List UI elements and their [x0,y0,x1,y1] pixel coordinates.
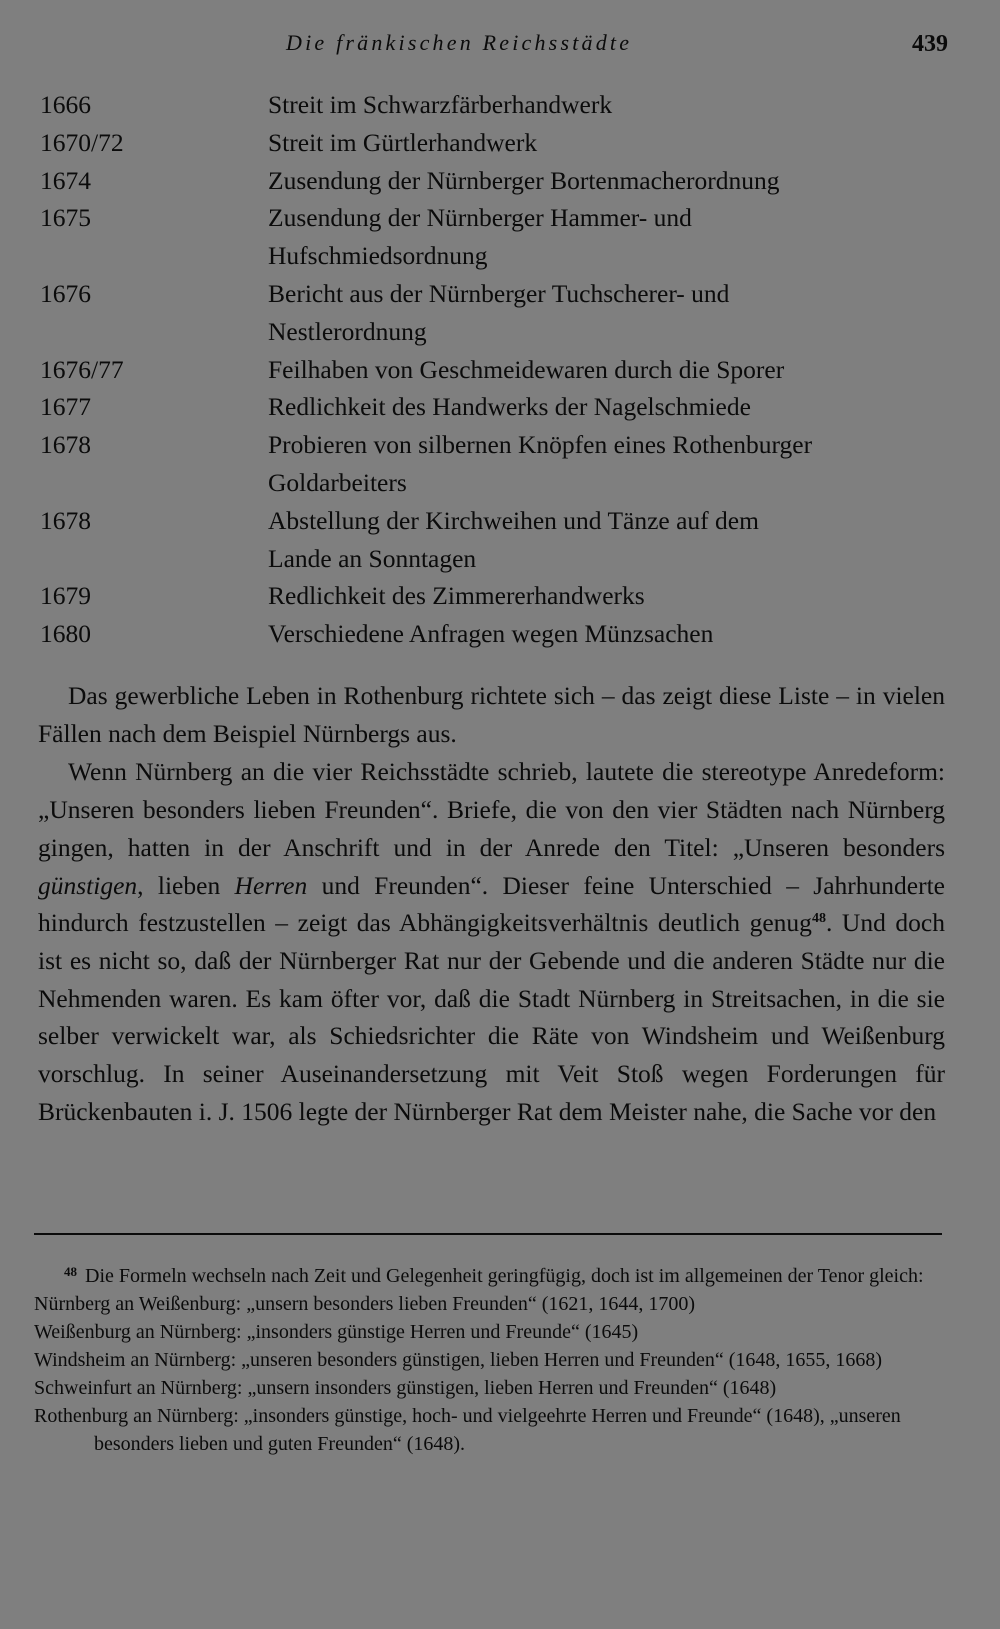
page-header [0,28,1000,64]
entry-year: 1675 [40,203,91,233]
chronology-entry [40,199,950,275]
entry-description: Verschiedene Anfragen wegen Münzsachen [268,619,714,649]
entry-description: Feilhaben von Geschmeidewaren durch die Sporer [268,354,785,384]
entry-year: 1676 [40,278,91,308]
entry-year: 1678 [40,505,91,535]
entry-description: Streit im Schwarzfärberhandwerk [268,90,613,119]
footnote-intro: $^{48}$ Die Formeln wechseln nach Zeit und Gelegenheit geringfügig, doch ist im allgemeinen der Tenor gleich: [64,1264,924,1287]
entry-year: 1674 [40,165,91,195]
entry-description: Redlichkeit des Handwerks der Nagelschmiede [268,392,751,422]
footnotes [34,1258,944,1458]
footnote-reference: 48 [811,911,826,927]
entry-year: 1670/72 [40,127,124,157]
running-title: Die fränkischen Reichsstädte [286,30,633,55]
entry-year: 1680 [40,619,91,649]
entry-description: Zusendung der Nürnberger Bortenmacherordnung [268,165,780,195]
footnote-entry: Windsheim an Nürnberg: „unseren besonders günstigen, lieben Herren und Freunden“ (1648, 1655, 1668) [34,1349,883,1371]
footnote-mark: 48 [64,1264,77,1279]
chronology-entry [40,351,950,389]
footnote-entry: Weißenburg an Nürnberg: „insonders günstige Herren und Freunde“ (1645) [34,1321,639,1343]
chronology-entry [40,124,950,162]
body-text [38,677,945,1130]
entry-year: 1677 [40,392,91,422]
paragraph: Das gewerbliche Leben in Rothenburg richtete sich – das zeigt diese Liste – in vielen Fällen nach dem Beispiel Nürnbergs aus. [38,681,945,748]
chronology-entry [40,388,950,426]
entry-year: 1676/77 [40,354,124,384]
chronology-entry [40,502,950,578]
entry-description: Streit im Gürtlerhandwerk [268,127,538,157]
entry-year: 1678 [40,430,91,460]
entry-description: Probieren von silbernen Knöpfen eines Rothenburger Goldarbeiters [268,430,813,497]
entry-description: Zusendung der Nürnberger Hammer- und Hufschmiedsordnung [268,203,692,271]
chronology-entry [40,426,950,502]
entry-year: 1666 [40,90,91,119]
page-number: 439 [912,31,948,57]
paragraph: Wenn Nürnberg an die vier Reichsstädte schrieb, lautete die stereotype Anredeform: „Unseren besonders lieben Freunden“. Briefe, die von den vier Städten nach Nürnberg gingen, hatten in der Anschrift und in der Anrede den Titel: „Unseren besonders günstigen, lieben Herren und Freunden“. Dieser feine Unterschied – Jahrhunderte hindurch festzustellen – zeigt das Abhängigkeitsverhältnis deutlich genug$^{48}$. Und doch ist es nicht so, daß der Nürnberger Rat nur der Gebende und die anderen Städte nur die Nehmenden waren. Es kam öfter vor, daß die Stadt Nürnberg in Streitsachen, in die sie selber verwickelt war, als Schiedsrichter die Räte von Windsheim und Weißenburg vorschlug. In seiner Auseinandersetzung mit Veit Stoß wegen Forderungen für Brückenbauten i. J. 1506 legte der Nürnberger Rat dem Meister nahe, die Sache vor den [38,757,945,1126]
entry-year: 1679 [40,581,91,611]
chronology-entry [40,615,950,653]
entry-description: Redlichkeit des Zimmererhandwerks [268,581,645,611]
chronology-entry [40,86,950,124]
footnote-entry: Nürnberg an Weißenburg: „unsern besonders lieben Freunden“ (1621, 1644, 1700) [34,1293,696,1315]
chronology-list [40,86,950,653]
chronology-entry [40,275,950,351]
footnote-entry: Schweinfurt an Nürnberg: „unsern insonders günstigen, lieben Herren und Freunden“ (1648) [34,1377,777,1399]
entry-description: Abstellung der Kirchweihen und Tänze auf dem Lande an Sonntagen [268,505,759,573]
chronology-entry [40,577,950,615]
footnote-separator [34,1233,942,1235]
footnote-entry: Rothenburg an Nürnberg: „insonders günstige, hoch- und vielgeehrte Herren und Freunde“ (1648), „unseren besonders lieben und guten Freunden“ (1648). [34,1405,901,1455]
entry-description: Bericht aus der Nürnberger Tuchscherer- und Nestlerordnung [268,278,730,346]
chronology-entry [40,162,950,200]
